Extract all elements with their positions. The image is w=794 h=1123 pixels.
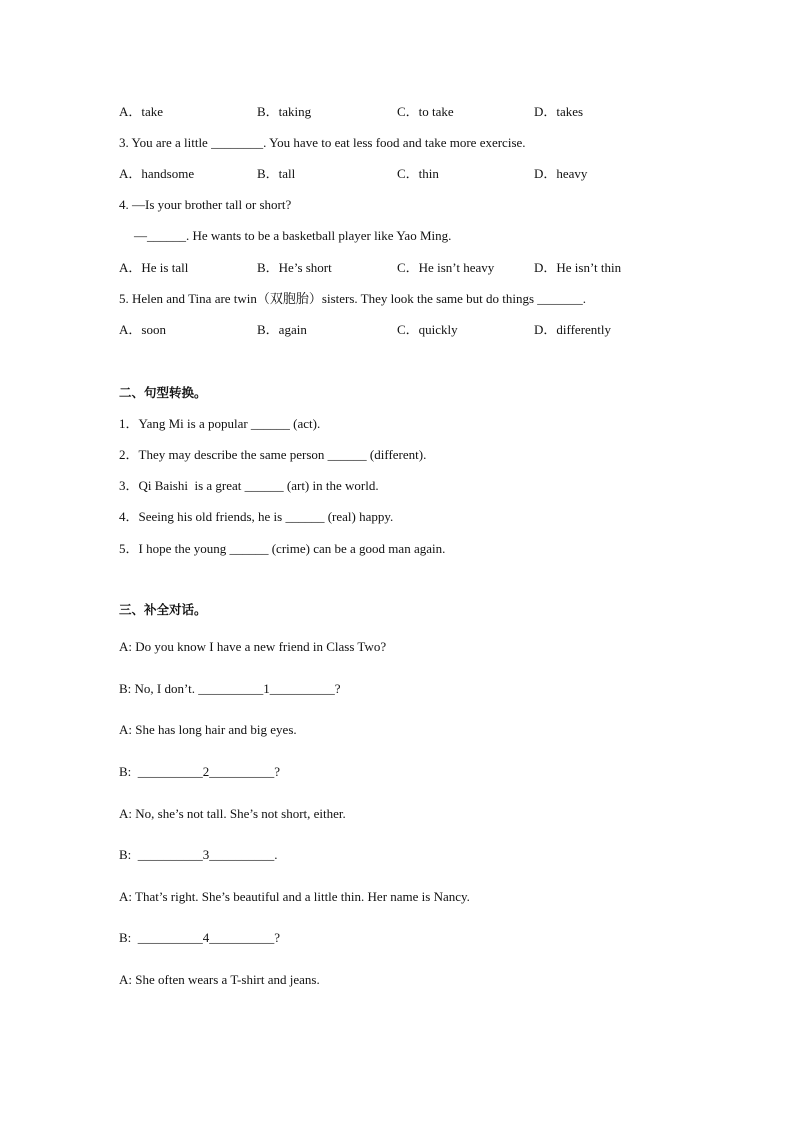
section2-item-5: 5．I hope the young ______ (crime) can be a good man again. — [119, 541, 446, 556]
q3-option-d: D．heavy — [534, 166, 588, 181]
q5-options — [119, 322, 679, 338]
dialogue-line-9: A: She often wears a T-shirt and jeans. — [119, 972, 320, 987]
q5-option-c: C．quickly — [397, 322, 458, 337]
q4-option-b: B．He’s short — [257, 260, 332, 275]
dialogue-line-4: B: __________2__________? — [119, 764, 281, 779]
section2-title: 二、句型转换。 — [119, 385, 207, 400]
q3-stem: 3. You are a little ________. You have to eat less food and take more exercise. — [119, 135, 526, 150]
q4-option-d: D．He isn’t thin — [534, 260, 622, 275]
section3-title: 三、补全对话。 — [119, 602, 207, 617]
dialogue-line-5: A: No, she’s not tall. She’s not short, either. — [119, 806, 346, 821]
q4-stem: 4. —Is your brother tall or short? — [119, 197, 292, 212]
dialogue-line-2: B: No, I don’t. __________1__________? — [119, 681, 341, 696]
q3-options — [119, 166, 679, 182]
section2-item-2: 2．They may describe the same person ______ (different). — [119, 447, 427, 462]
dialogue-line-8: B: __________4__________? — [119, 930, 281, 945]
q3-option-c: C．thin — [397, 166, 439, 181]
q4-response: —______. He wants to be a basketball player like Yao Ming. — [134, 228, 452, 243]
q4-options — [119, 260, 679, 276]
q2-options — [119, 104, 679, 120]
q2-option-c: C．to take — [397, 104, 454, 119]
dialogue-line-1: A: Do you know I have a new friend in Class Two? — [119, 639, 387, 654]
q4-option-a: A．He is tall — [119, 260, 189, 275]
section2-item-3: 3．Qi Baishi is a great ______ (art) in the world. — [119, 478, 379, 493]
dialogue-line-6: B: __________3__________. — [119, 847, 278, 862]
q4-option-c: C．He isn’t heavy — [397, 260, 495, 275]
q3-option-a: A．handsome — [119, 166, 195, 181]
q3-option-b: B．tall — [257, 166, 296, 181]
q2-option-b: B．taking — [257, 104, 312, 119]
dialogue-line-7: A: That’s right. She’s beautiful and a little thin. Her name is Nancy. — [119, 889, 470, 904]
section2-item-4: 4．Seeing his old friends, he is ______ (real) happy. — [119, 509, 394, 524]
q2-option-a: A．take — [119, 104, 164, 119]
q5-option-a: A．soon — [119, 322, 166, 337]
q5-option-b: B．again — [257, 322, 307, 337]
q2-option-d: D．takes — [534, 104, 584, 119]
dialogue-line-3: A: She has long hair and big eyes. — [119, 722, 297, 737]
q5-option-d: D．differently — [534, 322, 612, 337]
q5-stem: 5. Helen and Tina are twin（双胞胎）sisters. They look the same but do things _______. — [119, 291, 586, 306]
section2-item-1: 1．Yang Mi is a popular ______ (act). — [119, 416, 321, 431]
